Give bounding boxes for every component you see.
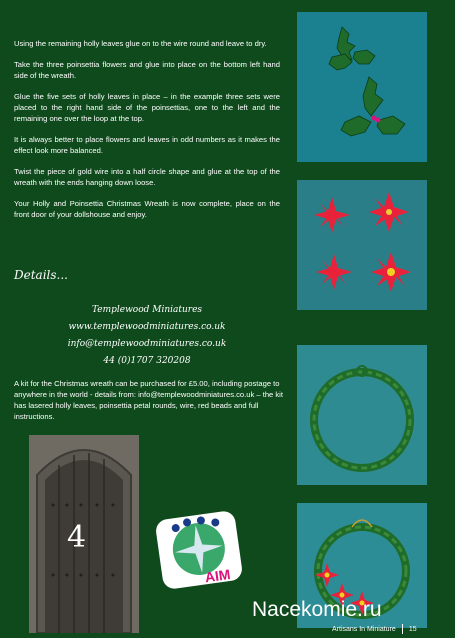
wreath-ring-photo (297, 345, 427, 485)
page-number: 15 (408, 625, 417, 633)
kit-text: A kit for the Christmas wreath can be purchased for £5.00, including postage to anywhere in the world - details from: info@templewoodminiatures.co.uk – the kit has lasered holly leaves, poinsettia petal rounds, wire, red beads and full instructions. (14, 379, 283, 421)
contact-email[interactable]: info@templewoodminiatures.co.uk (67, 339, 227, 349)
aim-logo-icon (149, 507, 249, 592)
instructions-column (14, 38, 280, 230)
door-photo (29, 435, 139, 633)
contact-phone: 44 (0)1707 320208 (103, 356, 191, 366)
contact-block (14, 302, 280, 370)
instruction-paragraph: Take the three poinsettia flowers and glue into place on the bottom left hand side of the wreath. (14, 60, 280, 80)
contact-name: Templewood Miniatures (91, 305, 203, 315)
contact-website[interactable]: www.templewoodminiatures.co.uk (68, 322, 226, 332)
poinsettia-photo (297, 180, 427, 310)
logo-text: AIM (203, 565, 232, 586)
page-footer (332, 624, 417, 634)
holly-leaves-illustration (297, 12, 427, 162)
instruction-paragraph: Glue the five sets of holly leaves in place – in the example three sets were placed to the right hand side of the poinsettias, one to the left and the remaining one over the loop at the top. (14, 92, 280, 123)
aim-logo (149, 507, 249, 592)
instruction-paragraph: Twist the piece of gold wire into a half circle shape and glue at the top of the wreath with the ends hanging down loose. (14, 167, 280, 187)
footer-separator (402, 624, 403, 634)
door-number: 4 (67, 520, 87, 555)
wreath-ring-illustration (297, 345, 427, 485)
berry-icon (376, 118, 381, 123)
flower-center-icon (387, 268, 395, 276)
instruction-paragraph: It is always better to place flowers and leaves in odd numbers as it makes the effect look more balanced. (14, 135, 280, 155)
door-illustration (29, 435, 139, 633)
watermark: Nacekomie.ru (252, 598, 382, 621)
instruction-paragraph: Using the remaining holly leaves glue on to the wire round and leave to dry. (14, 39, 267, 48)
flower-center-icon (386, 209, 392, 215)
holly-leaves-photo (297, 12, 427, 162)
details-heading: Details... (14, 268, 68, 282)
poinsettia-illustration (297, 180, 427, 310)
instruction-paragraph: Your Holly and Poinsettia Christmas Wreath is now complete, place on the front door of your dollshouse and enjoy. (14, 199, 280, 219)
magazine-name: Artisans In Miniature (332, 625, 396, 633)
